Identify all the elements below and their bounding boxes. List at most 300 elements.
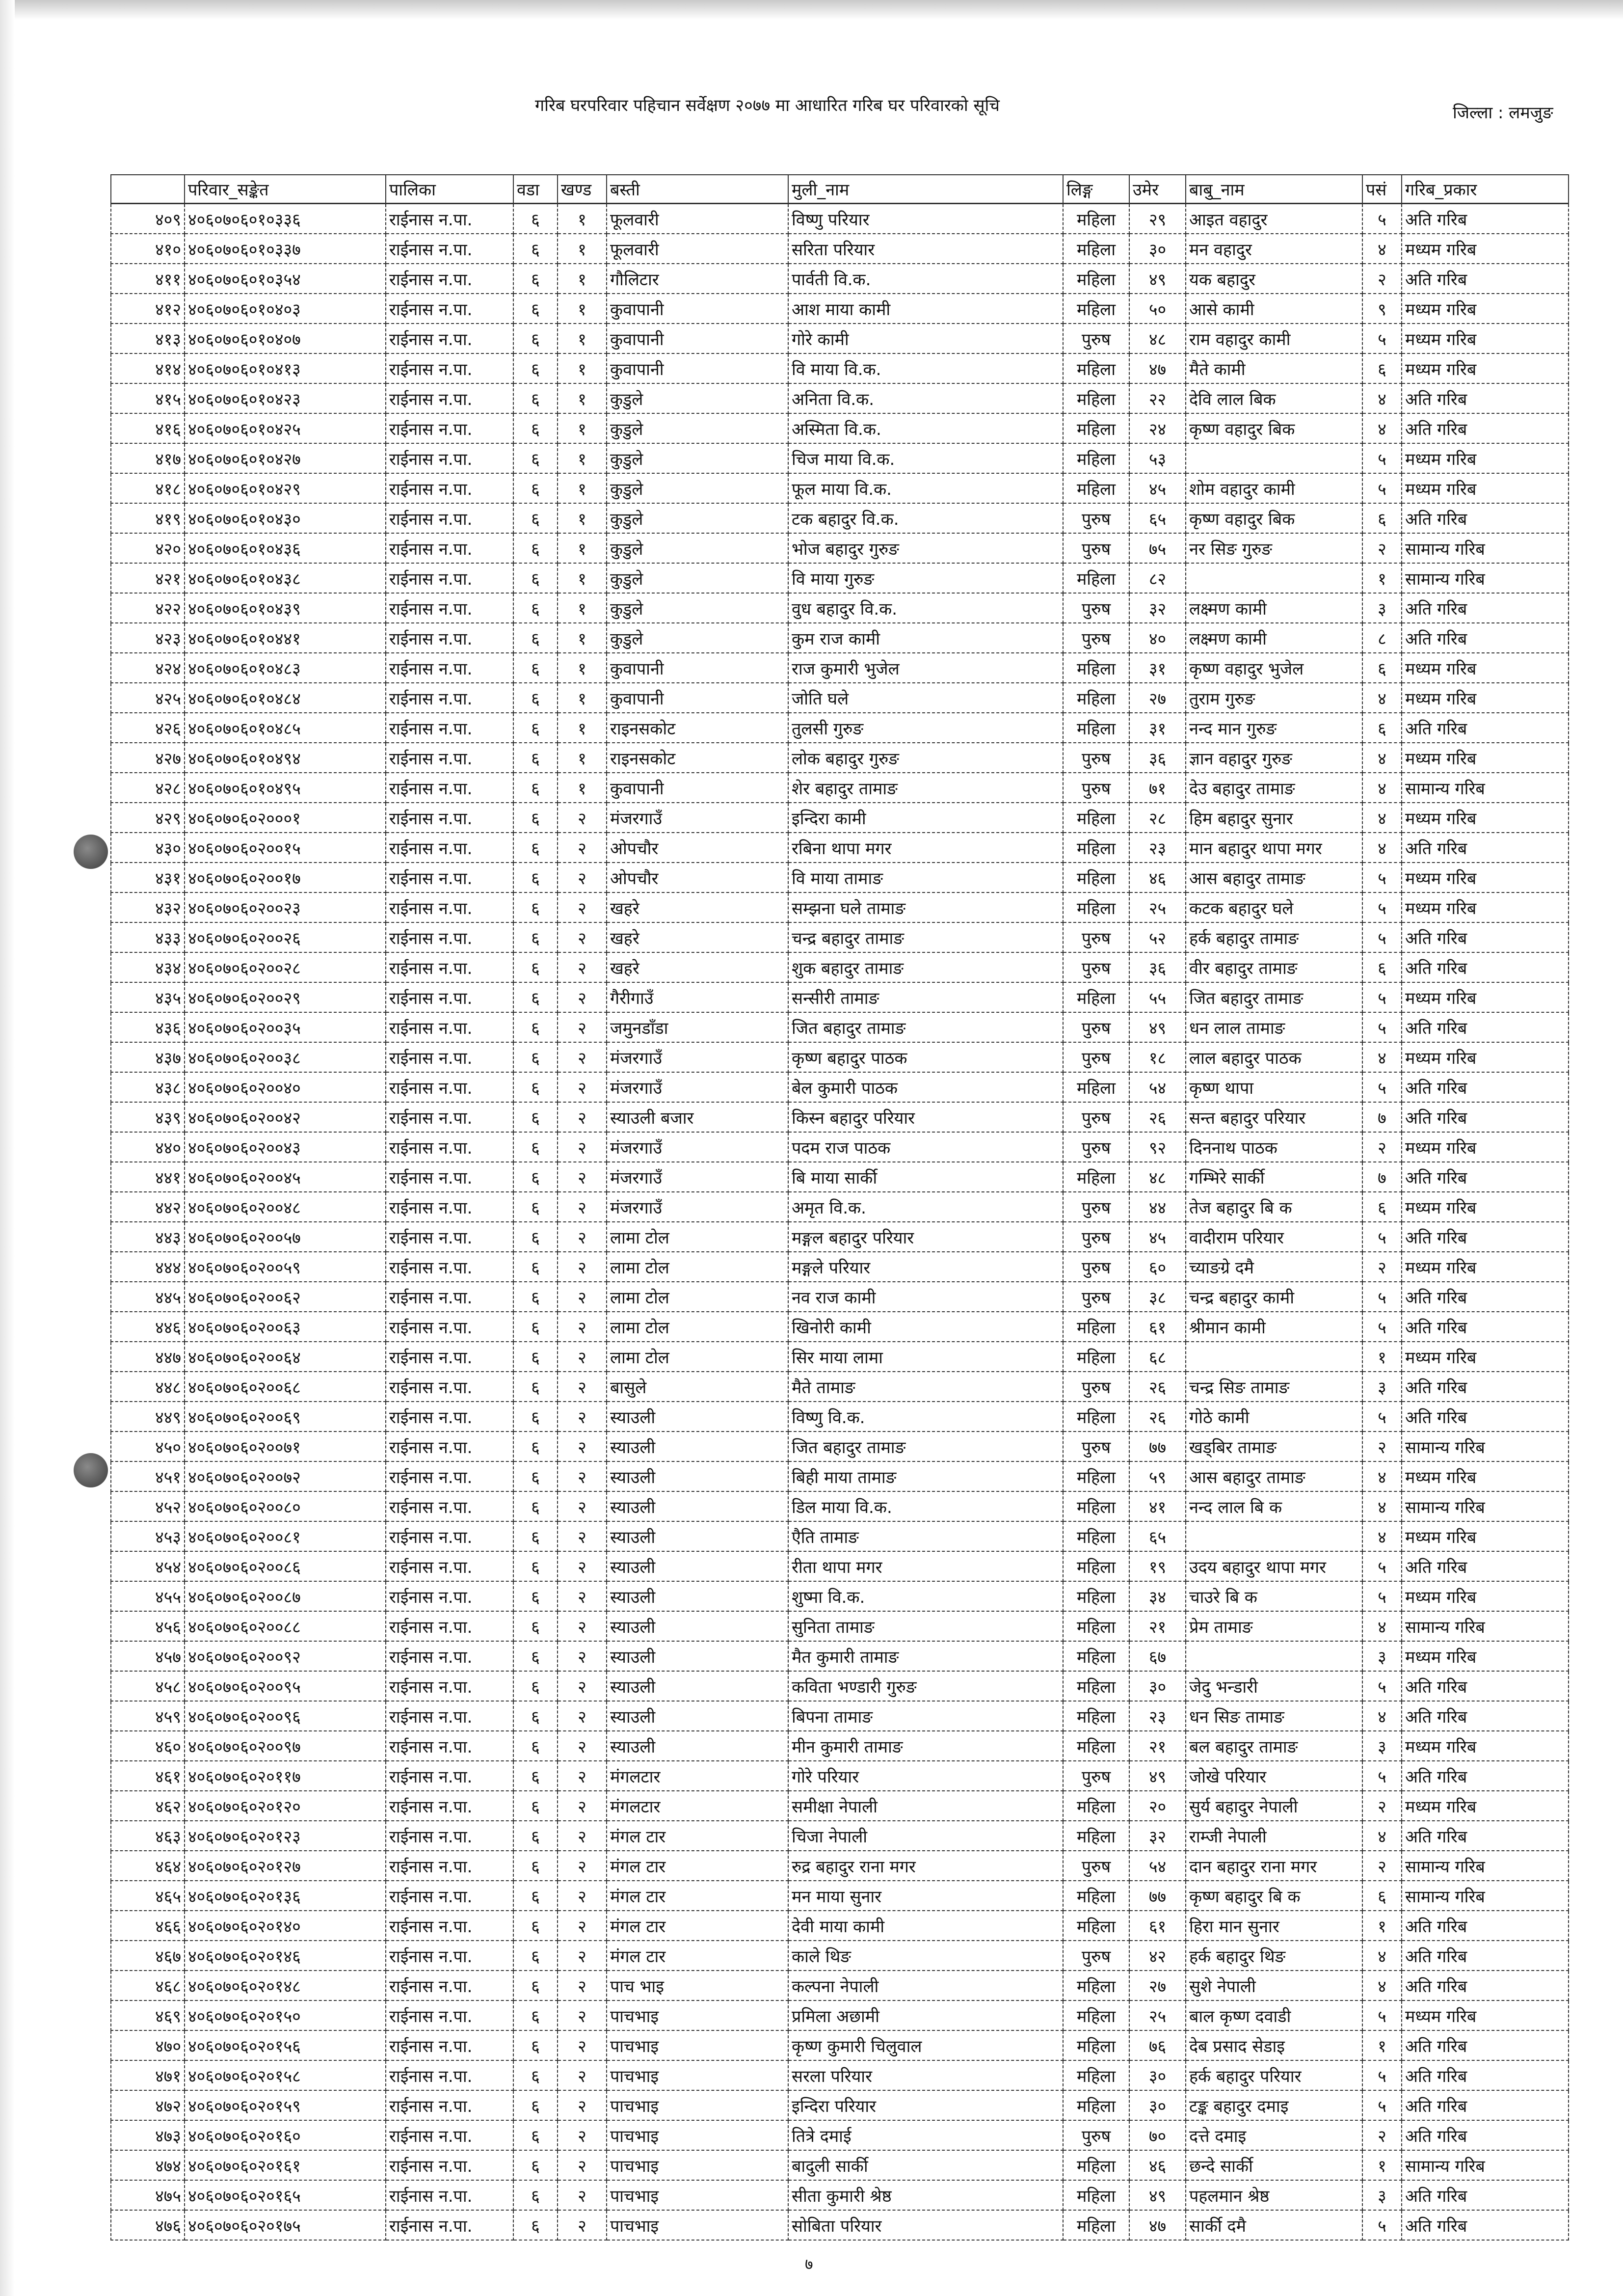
cell-head-name: जित बहादुर तामाङ <box>788 1432 1063 1461</box>
cell-serial: ४७२ <box>111 2090 185 2120</box>
cell-settlement: स्याउली <box>607 1432 788 1461</box>
cell-block: २ <box>558 982 607 1012</box>
cell-municipality: राईनास न.पा. <box>386 2030 513 2060</box>
cell-family-size: ४ <box>1362 413 1402 443</box>
cell-serial: ४११ <box>111 264 185 294</box>
cell-block: २ <box>558 1941 607 1971</box>
cell-serial: ४७५ <box>111 2180 185 2210</box>
cell-municipality: राईनास न.पा. <box>386 1402 513 1432</box>
cell-household-code: ४०६०७०६०२००४० <box>185 1072 386 1102</box>
cell-poverty-type: मध्यम गरिब <box>1402 892 1569 922</box>
cell-block: २ <box>558 1491 607 1521</box>
cell-head-name: नव राज कामी <box>788 1282 1063 1312</box>
cell-serial: ४२६ <box>111 713 185 743</box>
cell-block: २ <box>558 1551 607 1581</box>
cell-settlement: खहरे <box>607 952 788 982</box>
cell-block: १ <box>558 503 607 533</box>
cell-serial: ४४५ <box>111 1282 185 1312</box>
cell-ward: ६ <box>513 1432 558 1461</box>
cell-father-name: गोठे कामी <box>1186 1402 1362 1432</box>
cell-age: ७० <box>1129 2120 1186 2150</box>
cell-age: ३८ <box>1129 1282 1186 1312</box>
cell-block: २ <box>558 1402 607 1432</box>
cell-father-name: वीर बहादुर तामाङ <box>1186 952 1362 982</box>
cell-poverty-type: मध्यम गरिब <box>1402 653 1569 683</box>
cell-family-size: ५ <box>1362 1761 1402 1791</box>
cell-father-name: उदय बहादुर थापा मगर <box>1186 1551 1362 1581</box>
cell-gender: महिला <box>1063 2090 1129 2120</box>
cell-ward: ६ <box>513 1761 558 1791</box>
cell-age: ६५ <box>1129 1521 1186 1551</box>
cell-block: २ <box>558 2000 607 2030</box>
cell-municipality: राईनास न.पा. <box>386 264 513 294</box>
cell-municipality: राईनास न.पा. <box>386 1791 513 1821</box>
cell-serial: ४६५ <box>111 1881 185 1911</box>
cell-gender: महिला <box>1063 473 1129 503</box>
cell-household-code: ४०६०७०६०१०४२७ <box>185 443 386 473</box>
cell-municipality: राईनास न.पा. <box>386 1132 513 1162</box>
cell-household-code: ४०६०७०६०२००४५ <box>185 1162 386 1192</box>
cell-family-size: ३ <box>1362 2180 1402 2210</box>
cell-settlement: लामा टोल <box>607 1252 788 1282</box>
cell-settlement: पाचभाइ <box>607 2000 788 2030</box>
cell-poverty-type: अति गरिब <box>1402 1701 1569 1731</box>
cell-age: २७ <box>1129 1971 1186 2000</box>
cell-father-name: सन्त बहादुर परियार <box>1186 1102 1362 1132</box>
cell-household-code: ४०६०७०६०२०१४६ <box>185 1941 386 1971</box>
cell-serial: ४१५ <box>111 383 185 413</box>
cell-settlement: कुडुले <box>607 623 788 653</box>
cell-household-code: ४०६०७०६०२०१२० <box>185 1791 386 1821</box>
cell-ward: ६ <box>513 952 558 982</box>
cell-head-name: सीता कुमारी श्रेष्ठ <box>788 2180 1063 2210</box>
cell-serial: ४६९ <box>111 2000 185 2030</box>
cell-block: १ <box>558 773 607 803</box>
cell-household-code: ४०६०७०६०२०१४० <box>185 1911 386 1941</box>
cell-age: ६८ <box>1129 1342 1186 1372</box>
cell-ward: ६ <box>513 2000 558 2030</box>
cell-gender: महिला <box>1063 1611 1129 1641</box>
cell-ward: ६ <box>513 1521 558 1551</box>
cell-father-name: आस बहादुर तामाङ <box>1186 863 1362 892</box>
table-row <box>111 1012 1569 1042</box>
cell-municipality: राईनास न.पा. <box>386 2060 513 2090</box>
cell-poverty-type: अति गरिब <box>1402 1312 1569 1342</box>
table-row <box>111 2000 1569 2030</box>
cell-poverty-type: अति गरिब <box>1402 204 1569 234</box>
cell-block: १ <box>558 683 607 713</box>
cell-head-name: इन्दिरा परियार <box>788 2090 1063 2120</box>
cell-father-name: कृष्ण वहादुर बिक <box>1186 413 1362 443</box>
table-row <box>111 294 1569 324</box>
cell-family-size: ७ <box>1362 1102 1402 1132</box>
cell-household-code: ४०६०७०६०१०४३८ <box>185 563 386 593</box>
cell-household-code: ४०६०७०६०२००६२ <box>185 1282 386 1312</box>
cell-family-size: ६ <box>1362 952 1402 982</box>
column-header-settlement: बस्ती <box>607 175 788 204</box>
cell-gender: पुरुष <box>1063 922 1129 952</box>
cell-settlement: पाचभाइ <box>607 2030 788 2060</box>
cell-gender: पुरुष <box>1063 1192 1129 1222</box>
cell-age: ५४ <box>1129 1072 1186 1102</box>
table-header-row <box>111 175 1569 204</box>
cell-age: २४ <box>1129 413 1186 443</box>
cell-household-code: ४०६०७०६०२००३५ <box>185 1012 386 1042</box>
cell-gender: महिला <box>1063 803 1129 833</box>
cell-household-code: ४०६०७०६०२००६३ <box>185 1312 386 1342</box>
cell-settlement: स्याउली <box>607 1611 788 1641</box>
cell-municipality: राईनास न.पा. <box>386 383 513 413</box>
cell-father-name: कृष्ण वहादुर भुजेल <box>1186 653 1362 683</box>
cell-poverty-type: मध्यम गरिब <box>1402 1461 1569 1491</box>
cell-poverty-type: सामान्य गरिब <box>1402 1851 1569 1881</box>
cell-ward: ६ <box>513 1372 558 1402</box>
table-row <box>111 623 1569 653</box>
cell-household-code: ४०६०७०६०१०४१३ <box>185 353 386 383</box>
cell-household-code: ४०६०७०६०२०१२३ <box>185 1821 386 1851</box>
cell-poverty-type: अति गरिब <box>1402 503 1569 533</box>
cell-father-name: शोम वहादुर कामी <box>1186 473 1362 503</box>
cell-household-code: ४०६०७०६०२०१४८ <box>185 1971 386 2000</box>
cell-father-name: नर सिङ गुरुङ <box>1186 533 1362 563</box>
table-row <box>111 264 1569 294</box>
cell-household-code: ४०६०७०६०१०४८५ <box>185 713 386 743</box>
cell-municipality: राईनास न.पा. <box>386 1282 513 1312</box>
cell-block: १ <box>558 443 607 473</box>
cell-serial: ४५८ <box>111 1671 185 1701</box>
cell-age: २० <box>1129 1791 1186 1821</box>
cell-municipality: राईनास न.पा. <box>386 2120 513 2150</box>
cell-serial: ४२० <box>111 533 185 563</box>
cell-family-size: ४ <box>1362 1971 1402 2000</box>
cell-father-name: दत्ते दमाइ <box>1186 2120 1362 2150</box>
table-row <box>111 1342 1569 1372</box>
cell-gender: पुरुष <box>1063 2120 1129 2150</box>
cell-father-name: पहलमान श्रेष्ठ <box>1186 2180 1362 2210</box>
cell-age: ७६ <box>1129 2030 1186 2060</box>
table-row <box>111 1641 1569 1671</box>
cell-settlement: ओपचौर <box>607 833 788 863</box>
cell-settlement: मंगल टार <box>607 1851 788 1881</box>
cell-ward: ६ <box>513 1102 558 1132</box>
cell-family-size: ४ <box>1362 1521 1402 1551</box>
cell-poverty-type: अति गरिब <box>1402 2120 1569 2150</box>
cell-block: २ <box>558 1731 607 1761</box>
cell-father-name: बाल कृष्ण दवाडी <box>1186 2000 1362 2030</box>
table-row <box>111 803 1569 833</box>
cell-household-code: ४०६०७०६०२००८० <box>185 1491 386 1521</box>
cell-family-size: ५ <box>1362 922 1402 952</box>
cell-head-name: खिनोरी कामी <box>788 1312 1063 1342</box>
cell-family-size: १ <box>1362 2030 1402 2060</box>
cell-age: २६ <box>1129 1402 1186 1432</box>
table-row <box>111 1402 1569 1432</box>
cell-settlement: कुडुले <box>607 503 788 533</box>
cell-family-size: ४ <box>1362 1701 1402 1731</box>
cell-municipality: राईनास न.पा. <box>386 443 513 473</box>
cell-settlement: कुवापानी <box>607 773 788 803</box>
cell-head-name: बिही माया तामाङ <box>788 1461 1063 1491</box>
cell-ward: ६ <box>513 204 558 234</box>
cell-age: ७७ <box>1129 1432 1186 1461</box>
cell-gender: महिला <box>1063 353 1129 383</box>
cell-municipality: राईनास न.पा. <box>386 653 513 683</box>
cell-municipality: राईनास न.पा. <box>386 563 513 593</box>
cell-father-name: चन्द्र सिङ तामाङ <box>1186 1372 1362 1402</box>
cell-gender: महिला <box>1063 713 1129 743</box>
cell-head-name: कृष्ण बहादुर पाठक <box>788 1042 1063 1072</box>
cell-age: ५४ <box>1129 1851 1186 1881</box>
cell-block: २ <box>558 1162 607 1192</box>
cell-age: ८२ <box>1129 563 1186 593</box>
cell-gender: पुरुष <box>1063 743 1129 773</box>
cell-age: ३२ <box>1129 1821 1186 1851</box>
cell-block: २ <box>558 1791 607 1821</box>
cell-family-size: ६ <box>1362 1192 1402 1222</box>
cell-settlement: लामा टोल <box>607 1312 788 1342</box>
cell-age: २५ <box>1129 892 1186 922</box>
cell-serial: ४५६ <box>111 1611 185 1641</box>
cell-block: १ <box>558 563 607 593</box>
cell-head-name: कविता भण्डारी गुरुङ <box>788 1671 1063 1701</box>
table-row <box>111 863 1569 892</box>
cell-serial: ४२२ <box>111 593 185 623</box>
table-row <box>111 413 1569 443</box>
cell-serial: ४३१ <box>111 863 185 892</box>
cell-family-size: २ <box>1362 1132 1402 1162</box>
cell-father-name: छन्दे सार्की <box>1186 2150 1362 2180</box>
cell-block: २ <box>558 1821 607 1851</box>
cell-settlement: पाच भाइ <box>607 1971 788 2000</box>
cell-gender: महिला <box>1063 413 1129 443</box>
cell-block: २ <box>558 1342 607 1372</box>
cell-head-name: सोबिता परियार <box>788 2210 1063 2240</box>
cell-settlement: कुवापानी <box>607 294 788 324</box>
cell-ward: ६ <box>513 743 558 773</box>
cell-head-name: अमृत वि.क. <box>788 1192 1063 1222</box>
cell-ward: ६ <box>513 533 558 563</box>
cell-household-code: ४०६०७०६०१०४२३ <box>185 383 386 413</box>
cell-household-code: ४०६०७०६०२०१५० <box>185 2000 386 2030</box>
table-row <box>111 2090 1569 2120</box>
cell-father-name: तेज बहादुर बि क <box>1186 1192 1362 1222</box>
cell-household-code: ४०६०७०६०१०४०३ <box>185 294 386 324</box>
cell-municipality: राईनास न.पा. <box>386 1881 513 1911</box>
cell-household-code: ४०६०७०६०२००८१ <box>185 1521 386 1551</box>
cell-head-name: कल्पना नेपाली <box>788 1971 1063 2000</box>
cell-family-size: ३ <box>1362 1641 1402 1671</box>
cell-poverty-type: मध्यम गरिब <box>1402 1791 1569 1821</box>
cell-municipality: राईनास न.पा. <box>386 1312 513 1342</box>
table-row <box>111 2030 1569 2060</box>
cell-family-size: ४ <box>1362 833 1402 863</box>
cell-father-name: ज्ञान वहादुर गुरुङ <box>1186 743 1362 773</box>
cell-ward: ६ <box>513 683 558 713</box>
cell-household-code: ४०६०७०६०२०१५९ <box>185 2090 386 2120</box>
cell-municipality: राईनास न.पा. <box>386 1671 513 1701</box>
cell-gender: महिला <box>1063 2030 1129 2060</box>
cell-settlement: मंगल टार <box>607 1881 788 1911</box>
cell-block: १ <box>558 383 607 413</box>
table-row <box>111 1851 1569 1881</box>
cell-block: १ <box>558 264 607 294</box>
cell-ward: ६ <box>513 473 558 503</box>
cell-municipality: राईनास न.पा. <box>386 2000 513 2030</box>
cell-family-size: ४ <box>1362 1042 1402 1072</box>
cell-poverty-type: मध्यम गरिब <box>1402 353 1569 383</box>
table-row <box>111 1102 1569 1132</box>
cell-poverty-type: अति गरिब <box>1402 623 1569 653</box>
cell-ward: ६ <box>513 982 558 1012</box>
cell-father-name <box>1186 1641 1362 1671</box>
cell-family-size: ५ <box>1362 2000 1402 2030</box>
cell-ward: ६ <box>513 443 558 473</box>
cell-gender: पुरुष <box>1063 1252 1129 1282</box>
cell-serial: ४१९ <box>111 503 185 533</box>
cell-serial: ४७६ <box>111 2210 185 2240</box>
cell-age: ४८ <box>1129 324 1186 353</box>
cell-household-code: ४०६०७०६०२००२८ <box>185 952 386 982</box>
cell-settlement: कुडुले <box>607 563 788 593</box>
cell-municipality: राईनास न.पा. <box>386 803 513 833</box>
cell-poverty-type: अति गरिब <box>1402 1282 1569 1312</box>
household-list <box>110 174 1569 2241</box>
cell-father-name: खड्बिर तामाङ <box>1186 1432 1362 1461</box>
column-header-father-name: बाबु_नाम <box>1186 175 1362 204</box>
cell-ward: ६ <box>513 1551 558 1581</box>
cell-settlement: स्याउली <box>607 1551 788 1581</box>
cell-household-code: ४०६०७०६०२००१५ <box>185 833 386 863</box>
cell-family-size: ४ <box>1362 1821 1402 1851</box>
cell-father-name: हर्क बहादुर तामाङ <box>1186 922 1362 952</box>
cell-block: २ <box>558 1282 607 1312</box>
cell-family-size: ४ <box>1362 1941 1402 1971</box>
cell-settlement: मंजरगाउँ <box>607 1132 788 1162</box>
cell-municipality: राईनास न.पा. <box>386 683 513 713</box>
cell-gender: महिला <box>1063 1162 1129 1192</box>
cell-head-name: डिल माया वि.क. <box>788 1491 1063 1521</box>
cell-poverty-type: मध्यम गरिब <box>1402 294 1569 324</box>
cell-father-name: आसे कामी <box>1186 294 1362 324</box>
cell-gender: महिला <box>1063 1072 1129 1102</box>
cell-block: २ <box>558 1222 607 1252</box>
cell-family-size: ५ <box>1362 324 1402 353</box>
cell-father-name: यक बहादुर <box>1186 264 1362 294</box>
cell-poverty-type: मध्यम गरिब <box>1402 1192 1569 1222</box>
cell-age: ३० <box>1129 234 1186 264</box>
cell-family-size: ९ <box>1362 294 1402 324</box>
cell-father-name: मैते कामी <box>1186 353 1362 383</box>
cell-municipality: राईनास न.पा. <box>386 1461 513 1491</box>
cell-household-code: ४०६०७०६०२०१५६ <box>185 2030 386 2060</box>
cell-age: ३६ <box>1129 743 1186 773</box>
cell-block: २ <box>558 1012 607 1042</box>
cell-poverty-type: अति गरिब <box>1402 1012 1569 1042</box>
cell-settlement: पाचभाइ <box>607 2180 788 2210</box>
cell-family-size: २ <box>1362 1432 1402 1461</box>
table-row <box>111 234 1569 264</box>
household-table <box>110 174 1569 2241</box>
table-row <box>111 1042 1569 1072</box>
cell-serial: ४३८ <box>111 1072 185 1102</box>
table-row <box>111 593 1569 623</box>
cell-age: ४९ <box>1129 264 1186 294</box>
table-row <box>111 713 1569 743</box>
cell-poverty-type: मध्यम गरिब <box>1402 234 1569 264</box>
cell-serial: ४३४ <box>111 952 185 982</box>
cell-municipality: राईनास न.पा. <box>386 503 513 533</box>
cell-head-name: एैति तामाङ <box>788 1521 1063 1551</box>
cell-family-size: ५ <box>1362 1282 1402 1312</box>
cell-municipality: राईनास न.पा. <box>386 1761 513 1791</box>
cell-settlement: राइनसकोट <box>607 713 788 743</box>
cell-father-name: तुराम गुरुङ <box>1186 683 1362 713</box>
cell-municipality: राईनास न.पा. <box>386 353 513 383</box>
cell-father-name: वादीराम परियार <box>1186 1222 1362 1252</box>
scan-edge-top <box>0 0 1623 20</box>
cell-municipality: राईनास न.पा. <box>386 773 513 803</box>
cell-block: १ <box>558 593 607 623</box>
cell-age: ४६ <box>1129 863 1186 892</box>
cell-poverty-type: मध्यम गरिब <box>1402 683 1569 713</box>
cell-family-size: ५ <box>1362 1312 1402 1342</box>
cell-serial: ४४२ <box>111 1192 185 1222</box>
cell-poverty-type: मध्यम गरिब <box>1402 1042 1569 1072</box>
cell-poverty-type: अति गरिब <box>1402 713 1569 743</box>
cell-head-name: प्रमिला अछामी <box>788 2000 1063 2030</box>
cell-gender: महिला <box>1063 1701 1129 1731</box>
table-row <box>111 2210 1569 2240</box>
cell-head-name: मन माया सुनार <box>788 1881 1063 1911</box>
cell-gender: महिला <box>1063 1641 1129 1671</box>
table-row <box>111 743 1569 773</box>
table-row <box>111 922 1569 952</box>
cell-ward: ६ <box>513 1791 558 1821</box>
cell-gender: पुरुष <box>1063 503 1129 533</box>
cell-age: ४७ <box>1129 2210 1186 2240</box>
cell-poverty-type: अति गरिब <box>1402 2060 1569 2090</box>
cell-settlement: फूलवारी <box>607 204 788 234</box>
cell-father-name: लक्ष्मण कामी <box>1186 623 1362 653</box>
cell-household-code: ४०६०७०६०२००३८ <box>185 1042 386 1072</box>
cell-gender: महिला <box>1063 1731 1129 1761</box>
cell-age: २६ <box>1129 1372 1186 1402</box>
cell-father-name: राम्जी नेपाली <box>1186 1821 1362 1851</box>
cell-serial: ४४९ <box>111 1402 185 1432</box>
cell-father-name: च्याङग्रे दमै <box>1186 1252 1362 1282</box>
cell-head-name: टक बहादुर वि.क. <box>788 503 1063 533</box>
cell-father-name: लक्ष्मण कामी <box>1186 593 1362 623</box>
cell-household-code: ४०६०७०६०२००९७ <box>185 1731 386 1761</box>
cell-block: २ <box>558 1372 607 1402</box>
cell-serial: ४३० <box>111 833 185 863</box>
cell-municipality: राईनास न.पा. <box>386 892 513 922</box>
cell-head-name: गोरे कामी <box>788 324 1063 353</box>
cell-block: २ <box>558 2210 607 2240</box>
cell-household-code: ४०६०७०६०१०४९४ <box>185 743 386 773</box>
cell-family-size: ५ <box>1362 473 1402 503</box>
cell-family-size: ५ <box>1362 1072 1402 1102</box>
cell-settlement: बासुले <box>607 1372 788 1402</box>
cell-father-name: कृष्ण थापा <box>1186 1072 1362 1102</box>
cell-household-code: ४०६०७०६०२०१७५ <box>185 2210 386 2240</box>
cell-poverty-type: अति गरिब <box>1402 2210 1569 2240</box>
cell-serial: ४२७ <box>111 743 185 773</box>
cell-father-name <box>1186 1342 1362 1372</box>
cell-father-name: आस बहादुर तामाङ <box>1186 1461 1362 1491</box>
punch-hole <box>74 835 108 869</box>
cell-gender: महिला <box>1063 234 1129 264</box>
